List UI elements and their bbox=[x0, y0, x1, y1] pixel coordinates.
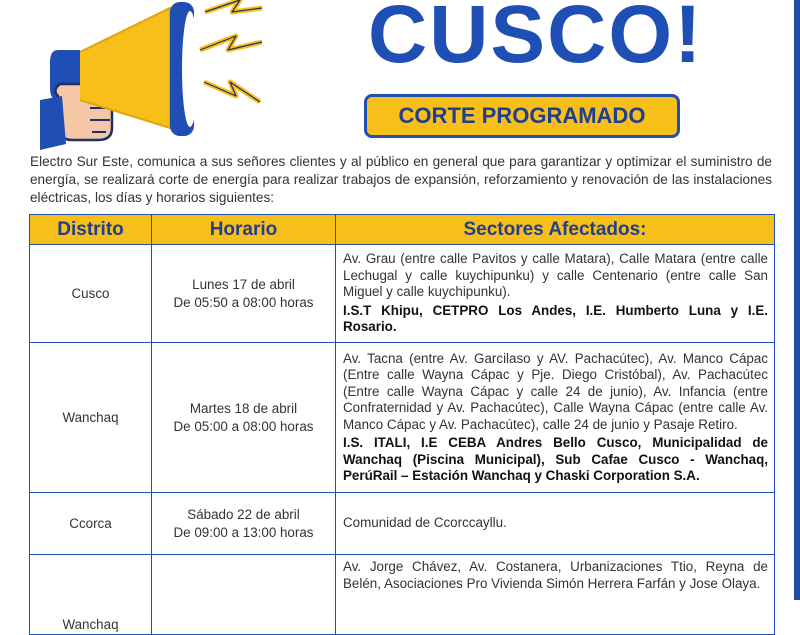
header-sectors: Sectores Afectados: bbox=[336, 215, 775, 245]
schedule-date: Martes 18 de abril bbox=[189, 400, 298, 416]
right-border bbox=[794, 0, 800, 600]
district-cell: Wanchaq bbox=[30, 343, 152, 493]
table-row bbox=[30, 555, 775, 635]
schedule-cell bbox=[152, 245, 336, 343]
sectors-text: Av. Grau (entre calle Pavitos y calle Matara), Calle Matara (entre calle Lechugal y calle kuychipunku) y calle Centenario (entre calle San Miguel y calle kuychipunku). bbox=[343, 251, 768, 300]
schedule-cell bbox=[152, 343, 336, 493]
intro-paragraph: Electro Sur Este, comunica a sus señores clientes y al público en general que para garantizar y optimizar el suministro de energía, se realizará corte de energía para realizar trabajos de expansión, reforzamiento y renovación de las instalaciones eléctricas, los días y horarios siguientes: bbox=[30, 154, 772, 205]
table-row bbox=[30, 245, 775, 343]
district-cell: Wanchaq bbox=[30, 555, 152, 635]
schedule-cell bbox=[152, 493, 336, 555]
sectors-text: Av. Tacna (entre Av. Garcilaso y AV. Pachacútec), Av. Manco Cápac (Entre calle Wayna Cápac y Pje. Diego Cristóbal), Av. Pachacútec (Entre calle Wayna Cápac y calle 24 de junio), Av. Infancia (entre Confraternidad y Av. Pachacútec), Calle Wayna Cápac (entre calle Av. Manco Cápac y Av. Pachacútec), calle 24 de junio y Pasaje Retiro. bbox=[343, 350, 768, 432]
page-title: CUSCO! bbox=[368, 0, 704, 80]
scheduled-outage-badge: CORTE PROGRAMADO bbox=[364, 94, 680, 138]
institutions-text: I.S.T Khipu, CETPRO Los Andes, I.E. Humberto Luna y I.E. Rosario. bbox=[343, 302, 768, 335]
header-district: Distrito bbox=[30, 215, 152, 245]
megaphone-icon bbox=[40, 0, 320, 150]
schedule-date: Lunes 17 de abril bbox=[192, 276, 295, 292]
institutions-text: I.S. ITALI, I.E CEBA Andres Bello Cusco, Municipalidad de Wanchaq (Piscina Municipal), Sub Cafae Cusco - Wanchaq, PerúRail – Estación Wanchaq y Chaski Corporation S.A. bbox=[343, 435, 768, 483]
table-row bbox=[30, 343, 775, 493]
table-header-row bbox=[30, 215, 775, 245]
sectors-cell bbox=[336, 555, 775, 635]
schedule-time: De 05:00 a 08:00 horas bbox=[173, 418, 314, 434]
header-schedule: Horario bbox=[152, 215, 336, 245]
schedule-time: De 05:50 a 08:00 horas bbox=[173, 294, 314, 310]
district-cell: Ccorca bbox=[30, 493, 152, 555]
schedule-time: De 09:00 a 13:00 horas bbox=[173, 524, 314, 540]
sectors-cell bbox=[336, 343, 775, 493]
sectors-cell bbox=[336, 245, 775, 343]
table-row bbox=[30, 493, 775, 555]
sectors-cell: Comunidad de Ccorccayllu. bbox=[336, 493, 775, 555]
sectors-text: Av. Jorge Chávez, Av. Costanera, Urbanizaciones Ttio, Reyna de Belén, Asociaciones Pro Vivienda Simón Herrera Farfán y Jose Olaya. bbox=[343, 559, 768, 591]
outage-table bbox=[29, 214, 775, 635]
district-cell: Cusco bbox=[30, 245, 152, 343]
schedule-cell bbox=[152, 555, 336, 635]
schedule-date: Sábado 22 de abril bbox=[187, 506, 300, 522]
